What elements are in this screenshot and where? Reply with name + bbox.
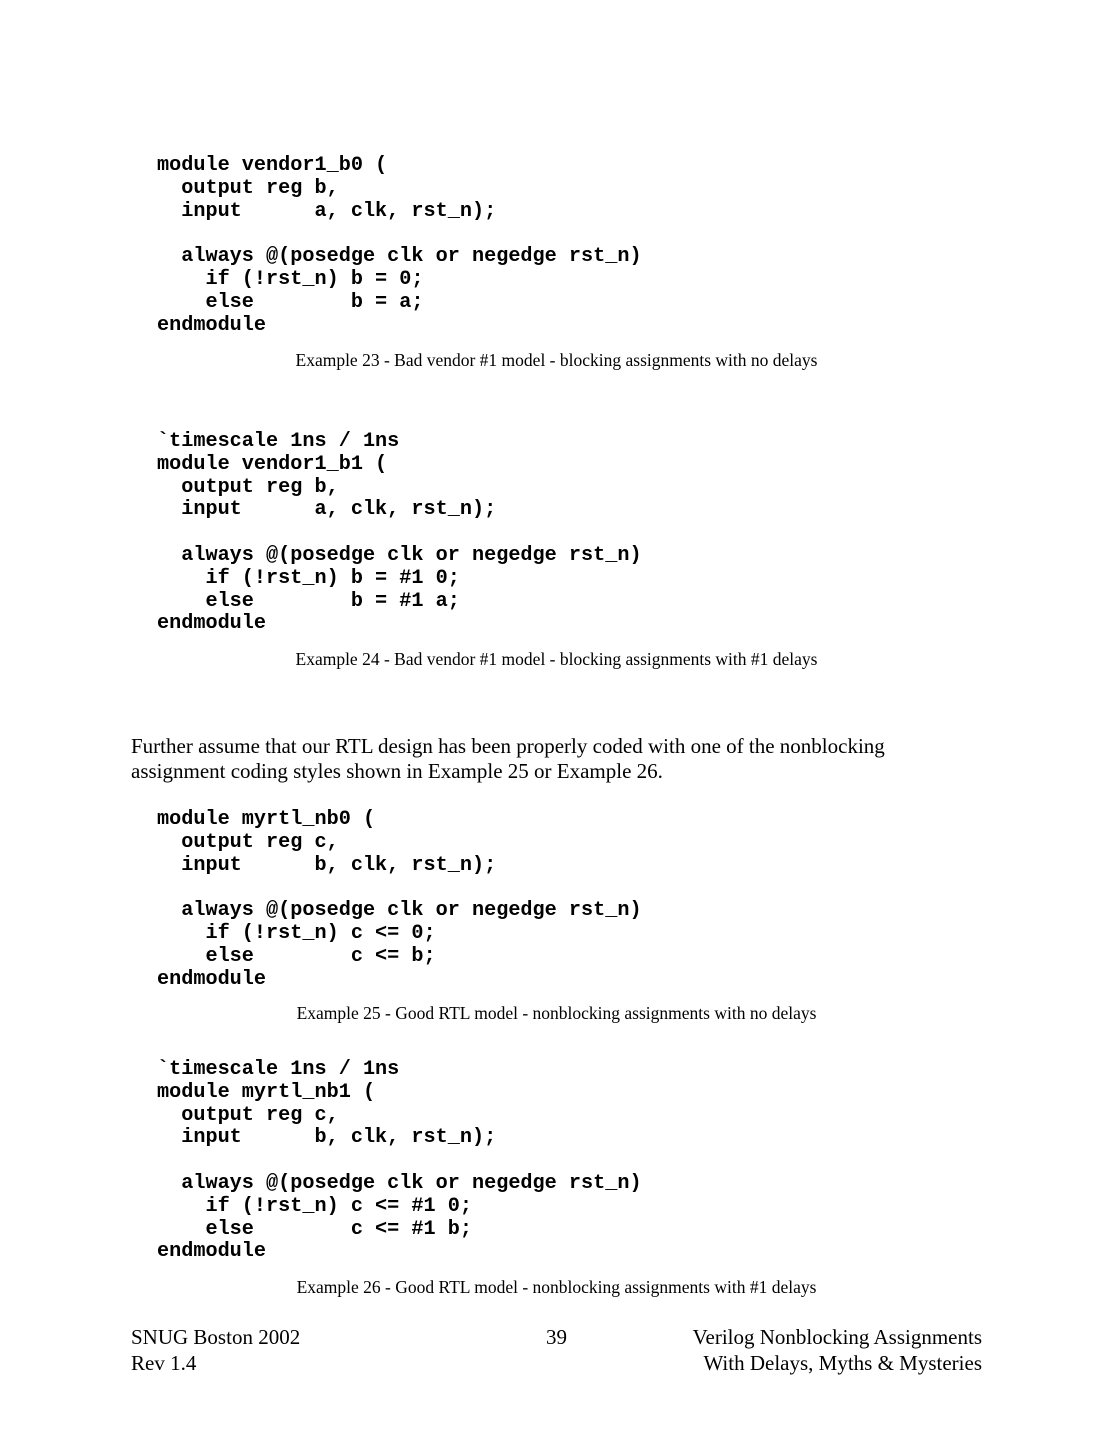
footer-title-line-1: Verilog Nonblocking Assignments (692, 1325, 982, 1349)
code-line: always @(posedge clk or negedge rst_n) (157, 245, 642, 269)
code-line (157, 877, 642, 900)
code-line: else c <= b; (157, 944, 436, 968)
footer-revision: Rev 1.4 (131, 1351, 197, 1375)
footer-right (693, 1324, 982, 1376)
code-line: output reg c, (157, 1103, 339, 1127)
paragraph-line: Further assume that our RTL design has been properly coded with one of the nonblocking (131, 734, 885, 758)
code-line: module myrtl_nb0 ( (157, 808, 376, 831)
code-line (157, 1150, 642, 1173)
paragraph-line: assignment coding styles shown in Example 25 or Example 26. (131, 759, 663, 783)
code-line: output reg b, (157, 475, 339, 499)
code-line: else c <= #1 b; (157, 1217, 472, 1241)
code-block-example-26 (157, 1059, 642, 1264)
code-block-example-25 (157, 809, 642, 991)
code-line: if (!rst_n) b = 0; (157, 267, 424, 291)
code-line: else b = #1 a; (157, 589, 460, 613)
page-number: 39 (546, 1325, 567, 1349)
code-line: always @(posedge clk or negedge rst_n) (157, 1171, 642, 1195)
caption-example-24: Example 24 - Bad vendor #1 model - blocking assignments with #1 delays (295, 649, 818, 669)
body-paragraph (131, 734, 991, 784)
caption-example-25: Example 25 - Good RTL model - nonblocking assignments with no delays (296, 1003, 817, 1023)
code-block-example-23 (157, 155, 642, 337)
code-line (157, 223, 642, 246)
code-line (157, 522, 642, 545)
code-line: module vendor1_b0 ( (157, 154, 388, 177)
code-line: always @(posedge clk or negedge rst_n) (157, 899, 642, 923)
code-line: endmodule (157, 612, 267, 636)
footer-title-line-2: With Delays, Myths & Mysteries (703, 1351, 982, 1375)
code-line: endmodule (157, 313, 267, 337)
code-line: input a, clk, rst_n); (157, 498, 497, 522)
caption-example-26: Example 26 - Good RTL model - nonblocking assignments with #1 delays (296, 1277, 817, 1297)
code-line: module myrtl_nb1 ( (157, 1080, 376, 1104)
code-line: input b, clk, rst_n); (157, 1126, 497, 1150)
code-line: endmodule (157, 1240, 267, 1264)
code-line: input b, clk, rst_n); (157, 853, 497, 877)
code-line: `timescale 1ns / 1ns (157, 430, 400, 453)
code-line: output reg b, (157, 176, 339, 200)
code-line: else b = a; (157, 290, 424, 314)
code-line: module vendor1_b1 ( (157, 452, 388, 476)
code-line: always @(posedge clk or negedge rst_n) (157, 543, 642, 567)
code-line: output reg c, (157, 830, 339, 854)
code-line: if (!rst_n) c <= 0; (157, 921, 436, 945)
code-line: if (!rst_n) c <= #1 0; (157, 1194, 472, 1218)
code-line: `timescale 1ns / 1ns (157, 1058, 400, 1081)
code-line: input a, clk, rst_n); (157, 199, 497, 223)
caption-example-23: Example 23 - Bad vendor #1 model - blocking assignments with no delays (295, 350, 818, 370)
footer-conference: SNUG Boston 2002 (131, 1325, 301, 1349)
code-line: endmodule (157, 967, 267, 991)
code-block-example-24 (157, 431, 642, 636)
code-line: if (!rst_n) b = #1 0; (157, 566, 460, 590)
